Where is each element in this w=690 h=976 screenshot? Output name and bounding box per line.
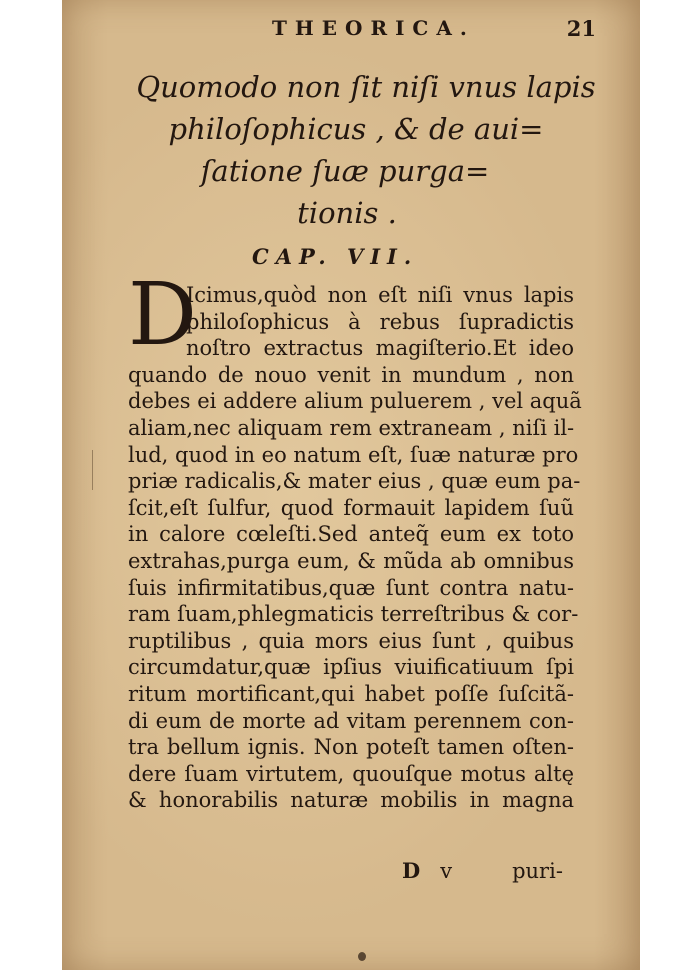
text-line: ram ſuam,phlegmaticis terreſtribus & cor- [128,602,579,627]
drop-cap: D [128,265,197,365]
title-line: philoſophicus , & de aui= [168,112,544,146]
text-line: ruptilibus , quia mors eius ſunt , quibus [128,628,574,653]
text-line: di eum de morte ad vitam perennem con- [128,708,574,733]
signature-mark: D [402,858,421,883]
text-line: noſtro extractus magiſterio.Et ideo [186,336,574,361]
ink-smudge [358,952,366,961]
text-line: ſcit,eſt ſulfur, quod formauit lapidem ſuũ [128,495,574,520]
text-line: Icimus,quòd non eſt niſi vnus lapis [186,283,574,307]
text-line: in calore cœleſti.Sed anteq̃ eum ex toto [128,522,574,547]
text-line: extrahas,purga eum, & mũda ab omnibus [128,548,574,573]
text-line: ſuis infirmitatibus,quæ ſunt contra natu- [128,575,574,600]
page-footer [402,858,563,883]
text-line: circumdatur,quæ ipſius viuificatiuum ſpi [128,655,574,680]
text-line: lud, quod in eo natum eſt, ſuæ naturæ pro [128,442,579,467]
page-number: 21 [566,16,596,41]
text-line: debes ei addere alium puluerem , vel aquã [128,389,582,414]
text-line: & honorabilis naturæ mobilis in magna [128,788,574,813]
text-line: dere ſuam virtutem, quouſque motus altę [128,761,574,786]
text-line: philoſophicus à rebus ſupradictis [186,309,574,334]
title-line: Quomodo non ſit niſi vnus lapis [136,70,596,104]
title-line: tionis . [297,196,397,230]
text-line: priæ radicalis,& mater eius , quæ eum pa- [128,469,581,494]
chapter-heading: CAP. VII. [252,244,419,269]
book-page [62,0,640,970]
catchword: puri- [512,859,563,883]
text-line: ritum mortificant,qui habet poſſe ſuſcitã- [128,681,574,706]
title-line: ſatione ſuæ purga= [200,154,490,188]
chapter-title [62,66,640,234]
signature-number: v [440,859,453,883]
text-line: tra bellum ignis. Non poteſt tamen oſten- [128,735,574,760]
text-line: aliam,nec aliquam rem extraneam , niſi il- [128,415,575,440]
running-head: THEORICA. [272,16,475,40]
body-text [128,282,582,814]
margin-mark [92,450,96,490]
text-line: quando de nouo venit in mundum , non [128,362,574,387]
